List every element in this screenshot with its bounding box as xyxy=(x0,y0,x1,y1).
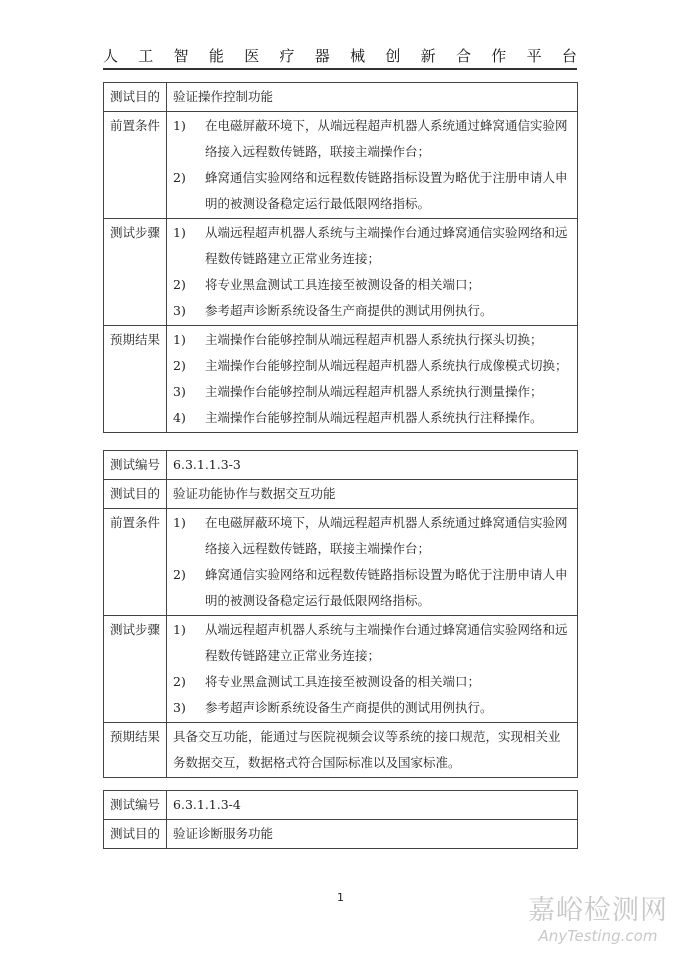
item-number: 2) xyxy=(173,358,186,373)
item-number: 1) xyxy=(173,622,186,637)
list-item xyxy=(173,617,571,669)
table-row xyxy=(104,326,578,433)
item-text: 主端操作台能够控制从端远程超声机器人系统执行探头切换； xyxy=(205,332,543,347)
header-char: 工 xyxy=(138,47,154,65)
table-row xyxy=(104,83,578,112)
item-text: 参考超声诊断系统设备生产商提供的测试用例执行。 xyxy=(205,700,493,715)
row-value xyxy=(167,326,578,433)
list-item xyxy=(173,669,571,695)
row-label: 测试编号 xyxy=(104,451,167,480)
item-number: 2) xyxy=(173,277,186,292)
item-number: 2) xyxy=(173,674,186,689)
watermark-name: 嘉峪检测网 xyxy=(528,895,668,926)
item-text: 从端远程超声机器人系统与主端操作台通过蜂窝通信实验网络和远程数传链路建立正常业务连接； xyxy=(205,225,568,266)
watermark-site: AnyTesting.com xyxy=(538,927,658,945)
header-char: 创 xyxy=(385,47,401,65)
row-value: 验证诊断服务功能 xyxy=(167,820,578,849)
row-label: 测试目的 xyxy=(104,480,167,509)
item-number: 3) xyxy=(173,700,186,715)
item-text: 蜂窝通信实验网络和远程数传链路指标设置为略优于注册申请人申明的被测设备稳定运行最低限网络指标。 xyxy=(205,170,568,211)
header-char: 台 xyxy=(561,47,577,65)
header-char: 新 xyxy=(420,47,436,65)
test-case-table-3 xyxy=(103,790,578,849)
row-value: 验证操作控制功能 xyxy=(167,83,578,112)
list-item xyxy=(173,298,571,324)
page-number: 1 xyxy=(337,891,344,904)
item-text: 主端操作台能够控制从端远程超声机器人系统执行注释操作。 xyxy=(205,410,543,425)
row-value: 验证功能协作与数据交互功能 xyxy=(167,480,578,509)
item-text: 在电磁屏蔽环境下，从端远程超声机器人系统通过蜂窝通信实验网络接入远程数传链路，联接主端操作台； xyxy=(205,515,568,556)
table-row xyxy=(104,820,578,849)
item-text: 蜂窝通信实验网络和远程数传链路指标设置为略优于注册申请人申明的被测设备稳定运行最低限网络指标。 xyxy=(205,567,568,608)
header-char: 疗 xyxy=(279,47,295,65)
list-item xyxy=(173,113,571,165)
row-value xyxy=(167,219,578,326)
item-number: 1) xyxy=(173,225,186,240)
list-item xyxy=(173,353,571,379)
list-item xyxy=(173,272,571,298)
item-number: 3) xyxy=(173,384,186,399)
row-label: 前置条件 xyxy=(104,509,167,616)
item-number: 1) xyxy=(173,515,186,530)
list-item xyxy=(173,562,571,614)
table-row xyxy=(104,791,578,820)
test-case-table-2 xyxy=(103,450,578,778)
row-label: 测试目的 xyxy=(104,83,167,112)
item-text: 将专业黑盒测试工具连接至被测设备的相关端口； xyxy=(205,277,481,292)
item-number: 3) xyxy=(173,303,186,318)
row-value xyxy=(167,112,578,219)
list-item xyxy=(173,510,571,562)
table-row xyxy=(104,723,578,778)
row-value xyxy=(167,616,578,723)
row-label: 测试编号 xyxy=(104,791,167,820)
table-row xyxy=(104,219,578,326)
list-item xyxy=(173,379,571,405)
item-text: 主端操作台能够控制从端远程超声机器人系统执行成像模式切换； xyxy=(205,358,568,373)
item-number: 4) xyxy=(173,410,186,425)
row-value: 具备交互功能，能通过与医院视频会议等系统的接口规范，实现相关业务数据交互，数据格式符合国际标准以及国家标准。 xyxy=(167,723,578,778)
header-char: 作 xyxy=(491,47,507,65)
item-text: 从端远程超声机器人系统与主端操作台通过蜂窝通信实验网络和远程数传链路建立正常业务连接； xyxy=(205,622,568,663)
header-char: 合 xyxy=(455,47,471,65)
row-label: 测试步骤 xyxy=(104,219,167,326)
row-label: 预期结果 xyxy=(104,723,167,778)
table-row xyxy=(104,509,578,616)
header-char: 能 xyxy=(208,47,224,65)
row-value: 6.3.1.1.3-4 xyxy=(167,791,578,820)
item-text: 参考超声诊断系统设备生产商提供的测试用例执行。 xyxy=(205,303,493,318)
header-char: 智 xyxy=(173,47,189,65)
row-label: 预期结果 xyxy=(104,326,167,433)
item-text: 将专业黑盒测试工具连接至被测设备的相关端口； xyxy=(205,674,481,689)
table-row xyxy=(104,616,578,723)
table-row xyxy=(104,112,578,219)
running-header xyxy=(103,46,577,66)
row-value xyxy=(167,509,578,616)
table-row xyxy=(104,451,578,480)
header-char: 平 xyxy=(526,47,542,65)
list-item xyxy=(173,165,571,217)
item-number: 2) xyxy=(173,170,186,185)
item-text: 主端操作台能够控制从端远程超声机器人系统执行测量操作； xyxy=(205,384,543,399)
list-item xyxy=(173,695,571,721)
header-char: 人 xyxy=(103,47,119,65)
row-value: 6.3.1.1.3-3 xyxy=(167,451,578,480)
test-case-table-1 xyxy=(103,82,578,433)
header-divider xyxy=(103,68,577,70)
item-number: 1) xyxy=(173,332,186,347)
row-label: 前置条件 xyxy=(104,112,167,219)
list-item xyxy=(173,220,571,272)
item-number: 2) xyxy=(173,567,186,582)
table-row xyxy=(104,480,578,509)
row-label: 测试目的 xyxy=(104,820,167,849)
list-item xyxy=(173,327,571,353)
item-text: 在电磁屏蔽环境下，从端远程超声机器人系统通过蜂窝通信实验网络接入远程数传链路，联接主端操作台； xyxy=(205,118,568,159)
watermark-logo xyxy=(528,895,668,945)
header-char: 器 xyxy=(314,47,330,65)
header-char: 医 xyxy=(244,47,260,65)
header-char: 械 xyxy=(350,47,366,65)
item-number: 1) xyxy=(173,118,186,133)
row-label: 测试步骤 xyxy=(104,616,167,723)
list-item xyxy=(173,405,571,431)
